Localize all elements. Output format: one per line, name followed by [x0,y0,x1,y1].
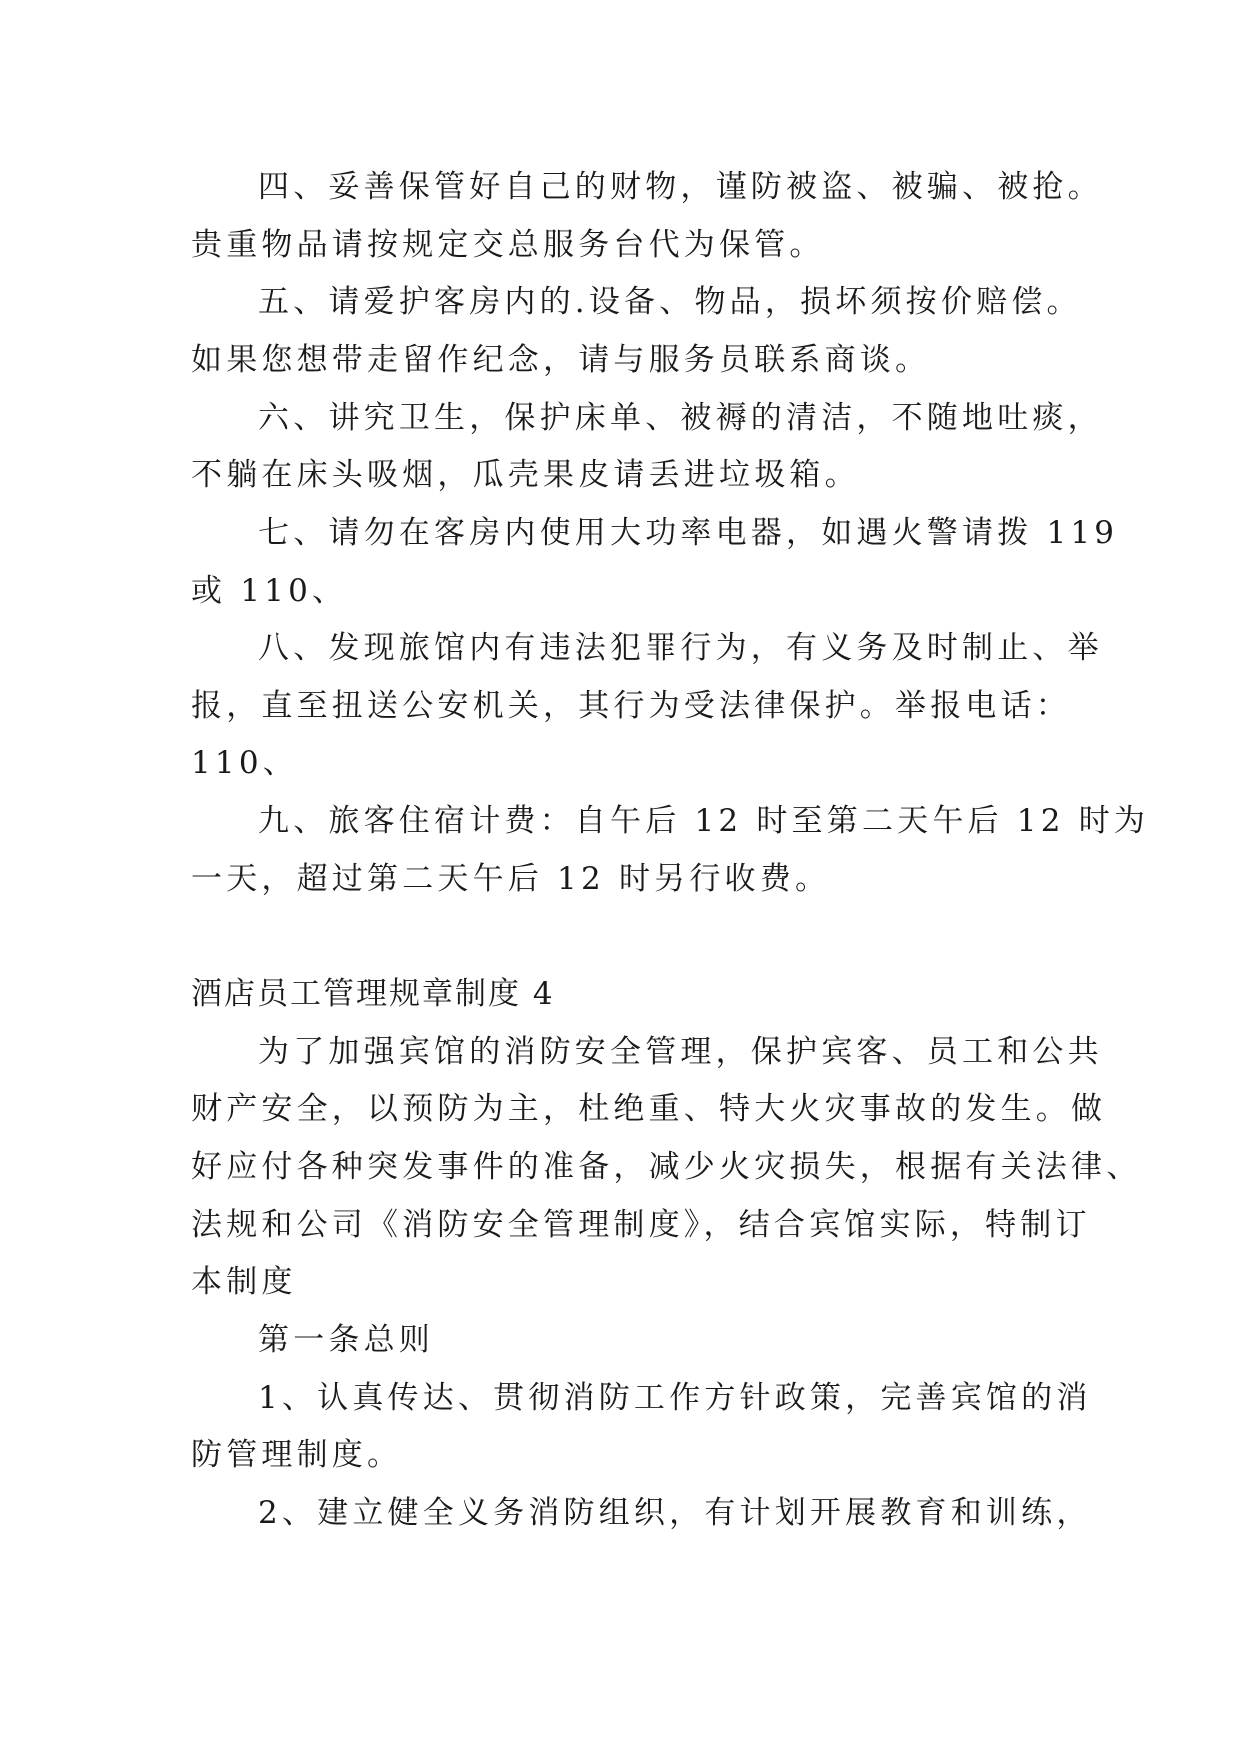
text-line: 2、建立健全义务消防组织，有计划开展教育和训练， [258,1495,1092,1531]
text-line: 四、妥善保管好自己的财物，谨防被盗、被骗、被抢。 [258,169,1103,205]
text-line: 七、请勿在客房内使用大功率电器，如遇火警请拨 119 [258,515,1119,551]
text-line: 贵重物品请按规定交总服务台代为保管。 [191,227,825,263]
text-line: 为了加强宾馆的消防安全管理，保护宾客、员工和公共 [258,1034,1103,1070]
text-line: 财产安全，以预防为主，杜绝重、特大火灾事故的发生。做 [191,1091,1107,1127]
text-line: 好应付各种突发事件的准备，减少火灾损失，根据有关法律、 [191,1149,1142,1185]
text-line: 防管理制度。 [191,1437,403,1473]
text-line: 报，直至扭送公安机关，其行为受法律保护。举报电话： [191,688,1071,724]
article-heading: 第一条总则 [258,1322,434,1358]
text-line: 八、发现旅馆内有违法犯罪行为，有义务及时制止、举 [258,630,1103,666]
section-heading: 酒店员工管理规章制度 4 [191,976,555,1012]
text-line: 110、 [191,745,298,781]
text-line: 五、请爱护客房内的.设备、物品，损坏须按价赔偿。 [258,284,1082,320]
text-line: 六、讲究卫生，保护床单、被褥的清洁，不随地吐痰， [258,400,1103,436]
text-line: 一天，超过第二天午后 12 时另行收费。 [191,861,831,897]
text-line: 或 110、 [191,573,348,609]
text-line: 本制度 [191,1264,297,1300]
text-line: 九、旅客住宿计费：自午后 12 时至第二天午后 12 时为 [258,803,1150,839]
text-line: 如果您想带走留作纪念，请与服务员联系商谈。 [191,342,931,378]
text-line: 不躺在床头吸烟，瓜壳果皮请丢进垃圾箱。 [191,457,860,493]
text-line: 1、认真传达、贯彻消防工作方针政策，完善宾馆的消 [258,1380,1092,1416]
text-line: 法规和公司《消防安全管理制度》，结合宾馆实际，特制订 [191,1207,1091,1243]
